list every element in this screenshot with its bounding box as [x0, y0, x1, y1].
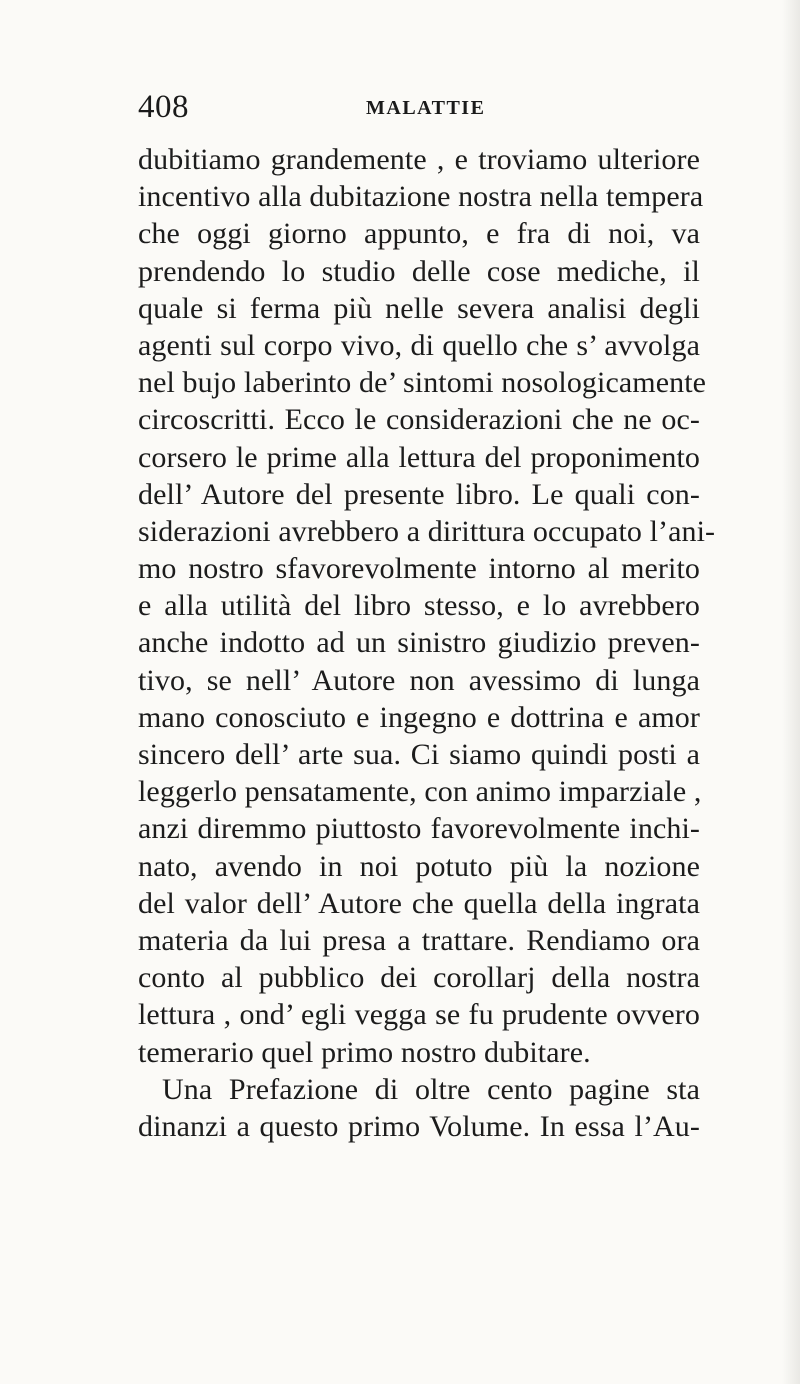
text-line: del valor dell’ Autore che quella della ingrata — [138, 886, 700, 920]
text-line: agenti sul corpo vivo, di quello che s’ avvolga — [138, 328, 700, 362]
text-line: conto al pubblico dei corollarj della nostra — [138, 961, 700, 995]
text-line: nel bujo laberinto de’ sintomi nosologicamente — [138, 366, 707, 400]
text-line: anzi diremmo piuttosto favorevolmente inchi- — [138, 812, 700, 846]
text-line: leggerlo pensatamente, con animo imparziale , — [138, 775, 702, 809]
text-line: circoscritti. Ecco le considerazioni che ne oc- — [138, 403, 700, 437]
text-line: dinanzi a questo primo Volume. In essa l’Au- — [138, 1109, 700, 1143]
page-header — [138, 90, 698, 124]
text-line: quale si ferma più nelle severa analisi degli — [138, 291, 700, 325]
paragraph-start-line: Una Prefazione di oltre cento pagine sta — [162, 1072, 700, 1106]
text-line: che oggi giorno appunto, e fra di noi, va — [138, 217, 700, 251]
page-number: 408 — [138, 89, 189, 125]
text-line: incentivo alla dubitazione nostra nella tempera — [138, 180, 704, 214]
text-line: corsero le prime alla lettura del proponimento — [138, 440, 700, 474]
text-line: lettura , ond’ egli vegga se fu prudente ovvero — [138, 998, 700, 1032]
text-line: dubitiamo grandemente , e troviamo ulteriore — [138, 143, 700, 176]
text-line: materia da lui presa a trattare. Rendiamo ora — [138, 923, 700, 957]
text-line: mano conosciuto e ingegno e dottrina e amor — [138, 700, 700, 734]
text-line: mo nostro sfavorevolmente intorno al merito — [138, 552, 700, 586]
text-line: anche indotto ad un sinistro giudizio preven- — [138, 626, 700, 660]
text-line: e alla utilità del libro stesso, e lo avrebbero — [138, 589, 700, 623]
text-line: tivo, se nell’ Autore non avessimo di lunga — [138, 663, 700, 697]
body-text — [138, 141, 716, 1145]
running-head: MALATTIE — [366, 97, 486, 119]
text-line: sincero dell’ arte sua. Ci siamo quindi posti a — [138, 738, 700, 771]
text-line: nato, avendo in noi potuto più la nozione — [138, 849, 700, 883]
text-line: dell’ Autore del presente libro. Le quali con- — [138, 477, 700, 511]
page-edge-shadow — [782, 0, 800, 1384]
text-line: siderazioni avrebbero a dirittura occupato l’ani- — [138, 514, 716, 548]
paragraph-end-line: temerario quel primo nostro dubitare. — [138, 1035, 591, 1069]
text-line: prendendo lo studio delle cose mediche, il — [138, 254, 700, 288]
